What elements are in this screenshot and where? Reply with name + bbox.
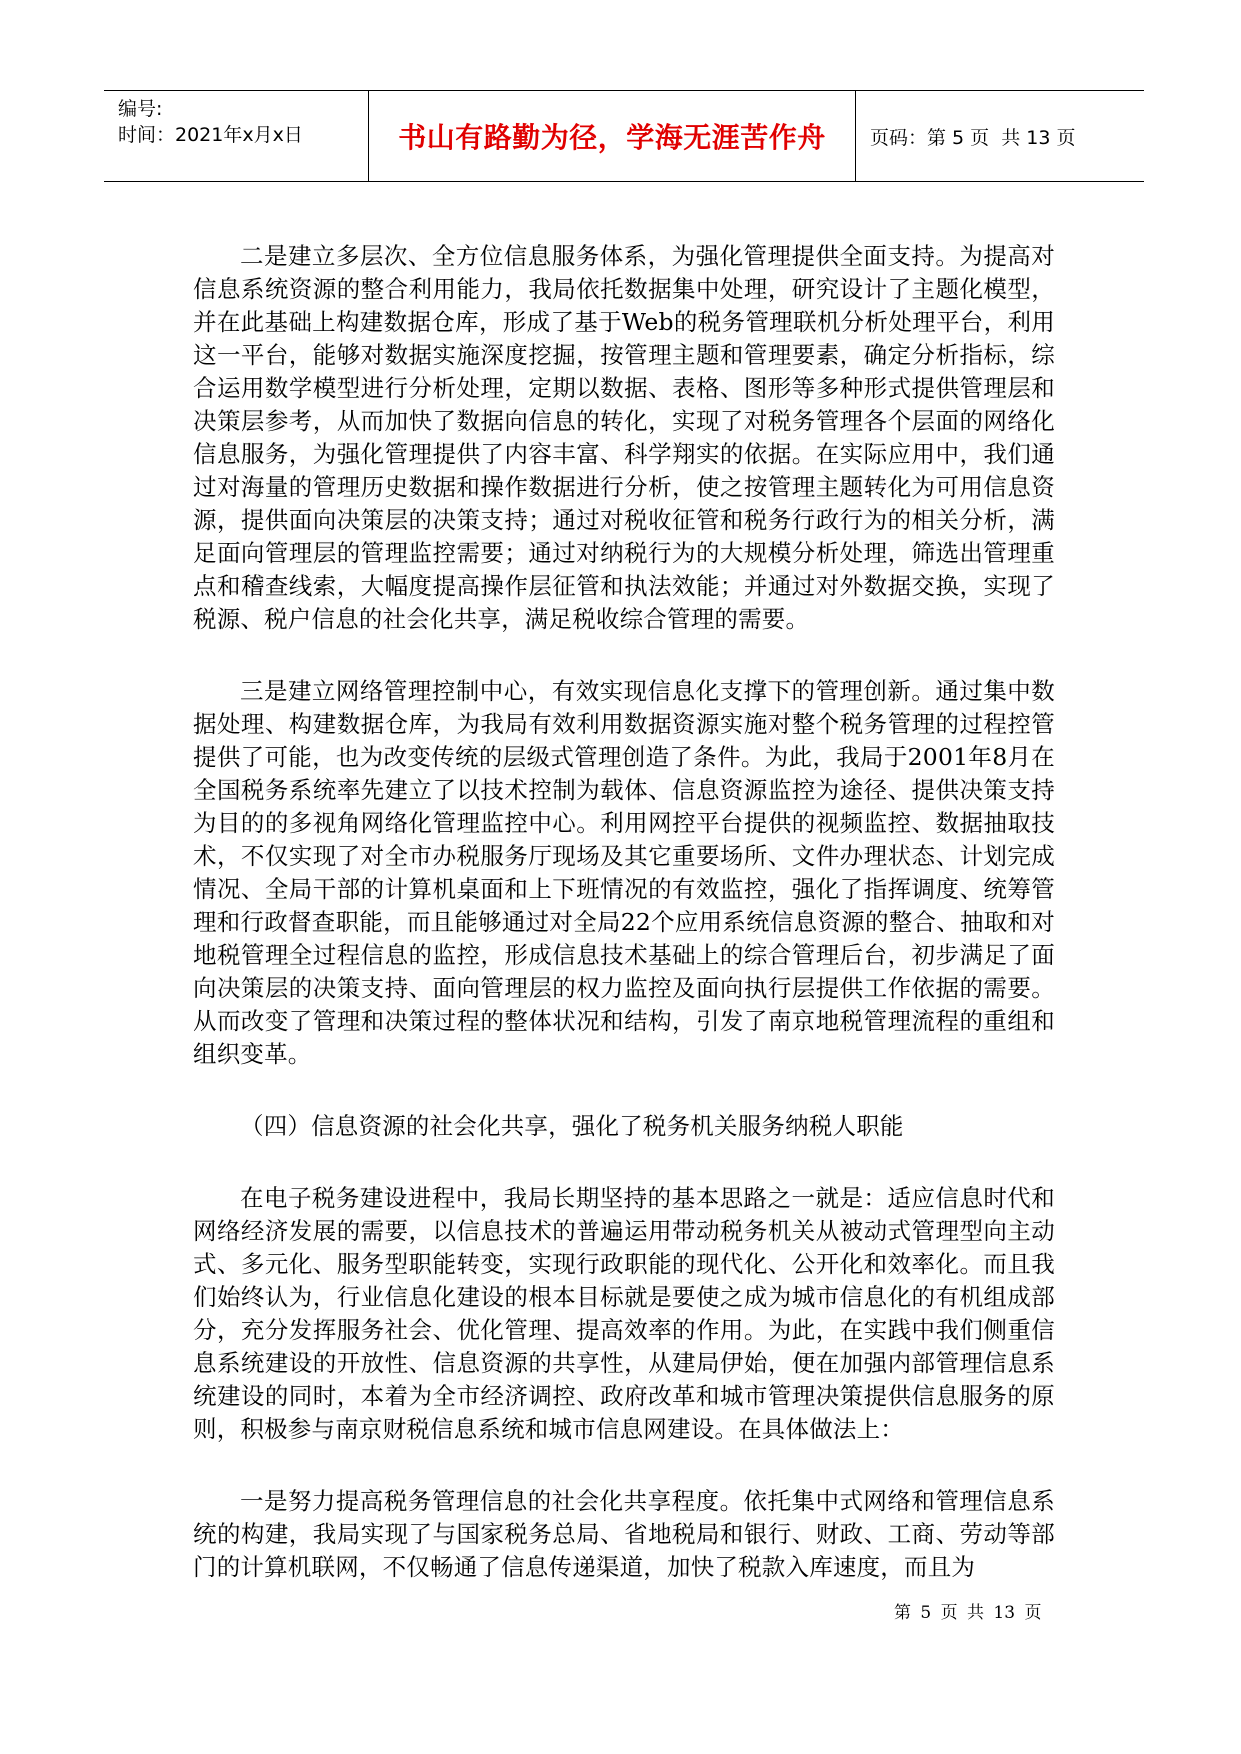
document-number-label: 编号:: [118, 98, 163, 120]
header-page-cell: [856, 91, 1144, 181]
document-time-label: 时间：2021年x月x日: [118, 124, 303, 146]
body-paragraph: 二是建立多层次、全方位信息服务体系，为强化管理提供全面支持。为提高对信息系统资源的整合利用能力，我局依托数据集中处理，研究设计了主题化模型，并在此基础上构建数据仓库，形成了基于Web的税务管理联机分析处理平台，利用这一平台，能够对数据实施深度挖掘，按管理主题和管理要素，确定分析指标，综合运用数学模型进行分析处理，定期以数据、表格、图形等多种形式提供管理层和决策层参考，从而加快了数据向信息的转化，实现了对税务管理各个层面的网络化信息服务，为强化管理提供了内容丰富、科学翔实的依据。在实际应用中，我们通过对海量的管理历史数据和操作数据进行分析，使之按管理主题转化为可用信息资源，提供面向决策层的决策支持；通过对税收征管和税务行政行为的相关分析，满足面向管理层的管理监控需要；通过对纳税行为的大规模分析处理，筛选出管理重点和稽查线索，大幅度提高操作层征管和执法效能；并通过对外数据交换，实现了税源、税户信息的社会化共享，满足税收综合管理的需要。: [193, 242, 1055, 633]
document-header: [104, 90, 1144, 182]
body-paragraph: 三是建立网络管理控制中心，有效实现信息化支撑下的管理创新。通过集中数据处理、构建数据仓库，为我局有效利用数据资源实施对整个税务管理的过程控管提供了可能，也为改变传统的层级式管理创造了条件。为此，我局于2001年8月在全国税务系统率先建立了以技术控制为载体、信息资源监控为途径、提供决策支持为目的的多视角网络化管理监控中心。利用网控平台提供的视频监控、数据抽取技术，不仅实现了对全市办税服务厅现场及其它重要场所、文件办理状态、计划完成情况、全局干部的计算机桌面和上下班情况的有效监控，强化了指挥调度、统筹管理和行政督查职能，而且能够通过对全局22个应用系统信息资源的整合、抽取和对地税管理全过程信息的监控，形成信息技术基础上的综合管理后台，初步满足了面向决策层的决策支持、面向管理层的权力监控及面向执行层提供工作依据的需要。从而改变了管理和决策过程的整体状况和结构，引发了南京地税管理流程的重组和组织变革。: [193, 677, 1055, 1068]
document-body: [193, 240, 1055, 1623]
section-heading: （四）信息资源的社会化共享，强化了税务机关服务纳税人职能: [240, 1112, 904, 1140]
body-paragraph: 一是努力提高税务管理信息的社会化共享程度。依托集中式网络和管理信息系统的构建，我局实现了与国家税务总局、省地税局和银行、财政、工商、劳动等部门的计算机联网，不仅畅通了信息传递渠道，加快了税款入库速度，而且为: [193, 1487, 1055, 1581]
page-footer: 第 5 页 共 13 页: [894, 1603, 1042, 1623]
header-motto: 书山有路勤为径，学海无涯苦作舟: [398, 121, 826, 154]
header-motto-cell: [369, 91, 856, 181]
header-info-cell: [104, 91, 369, 181]
body-paragraph: 在电子税务建设进程中，我局长期坚持的基本思路之一就是：适应信息时代和网络经济发展的需要，以信息技术的普遍运用带动税务机关从被动式管理型向主动式、多元化、服务型职能转变，实现行政职能的现代化、公开化和效率化。而且我们始终认为，行业信息化建设的根本目标就是要使之成为城市信息化的有机组成部分，充分发挥服务社会、优化管理、提高效率的作用。为此，在实践中我们侧重信息系统建设的开放性、信息资源的共享性，从建局伊始，便在加强内部管理信息系统建设的同时，本着为全市经济调控、政府改革和城市管理决策提供信息服务的原则，积极参与南京财税信息系统和城市信息网建设。在具体做法上：: [193, 1184, 1055, 1443]
header-page-label: 页码：第 5 页 共 13 页: [870, 126, 1076, 149]
